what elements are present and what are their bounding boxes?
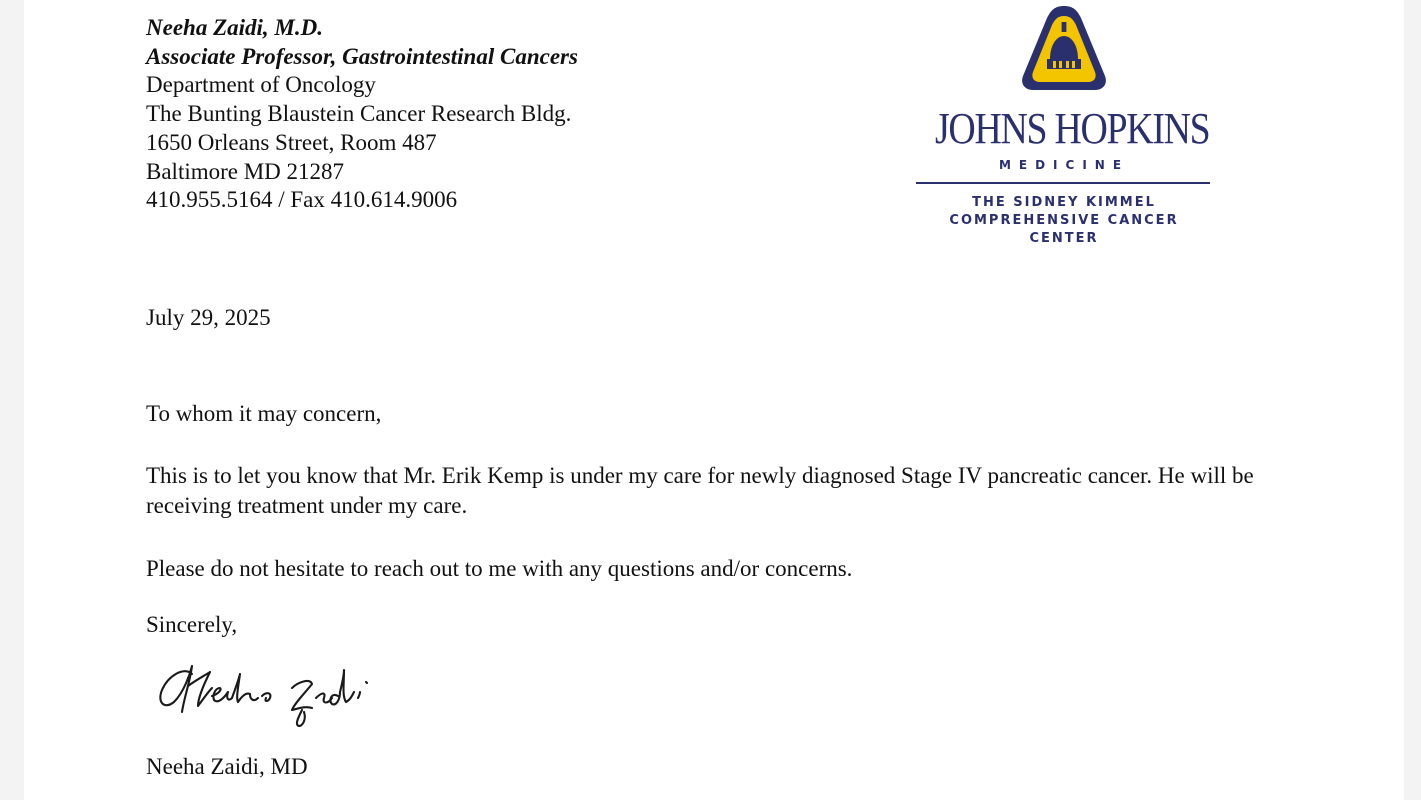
letterhead-title: Associate Professor, Gastrointestinal Cancers [146,43,578,69]
letter-salutation: To whom it may concern, [146,401,382,426]
letterhead-name: Neeha Zaidi, M.D. [146,15,323,40]
letter-paragraph-1: This is to let you know that Mr. Erik Kemp is under my care for newly diagnosed Stage IV pancreatic cancer. He will be receiving treatment under my care. [146,463,1254,518]
logo-center-line-1: THE SIDNEY KIMMEL [972,195,1156,210]
logo-subtitle: MEDICINE [998,158,1130,172]
dome-shield-icon [1017,4,1111,92]
logo-divider [916,182,1210,184]
letter-closing: Sincerely, [146,612,238,637]
letter-paragraph-2: Please do not hesitate to reach out to me with any questions and/or concerns. [146,556,853,581]
logo-cancer-center [914,194,1214,248]
letterhead-phone-fax: 410.955.5164 / Fax 410.614.9006 [146,187,458,213]
logo-name: JOHNS HOPKINS [935,104,1210,153]
handwritten-signature [154,652,384,732]
signer-name: Neeha Zaidi, MD [146,754,308,779]
letter-page [24,0,1404,800]
logo-center-line-2: COMPREHENSIVE CANCER [949,213,1179,228]
letter-date: July 29, 2025 [146,305,271,330]
johns-hopkins-logo [914,0,1214,260]
letterhead-city: Baltimore MD 21287 [146,158,345,184]
logo-center-line-3: CENTER [1029,231,1099,246]
letterhead-department: Department of Oncology [146,72,376,98]
letterhead-street: 1650 Orleans Street, Room 487 [146,129,437,155]
letterhead [146,14,578,215]
letterhead-building: The Bunting Blaustein Cancer Research Bldg. [146,101,572,127]
